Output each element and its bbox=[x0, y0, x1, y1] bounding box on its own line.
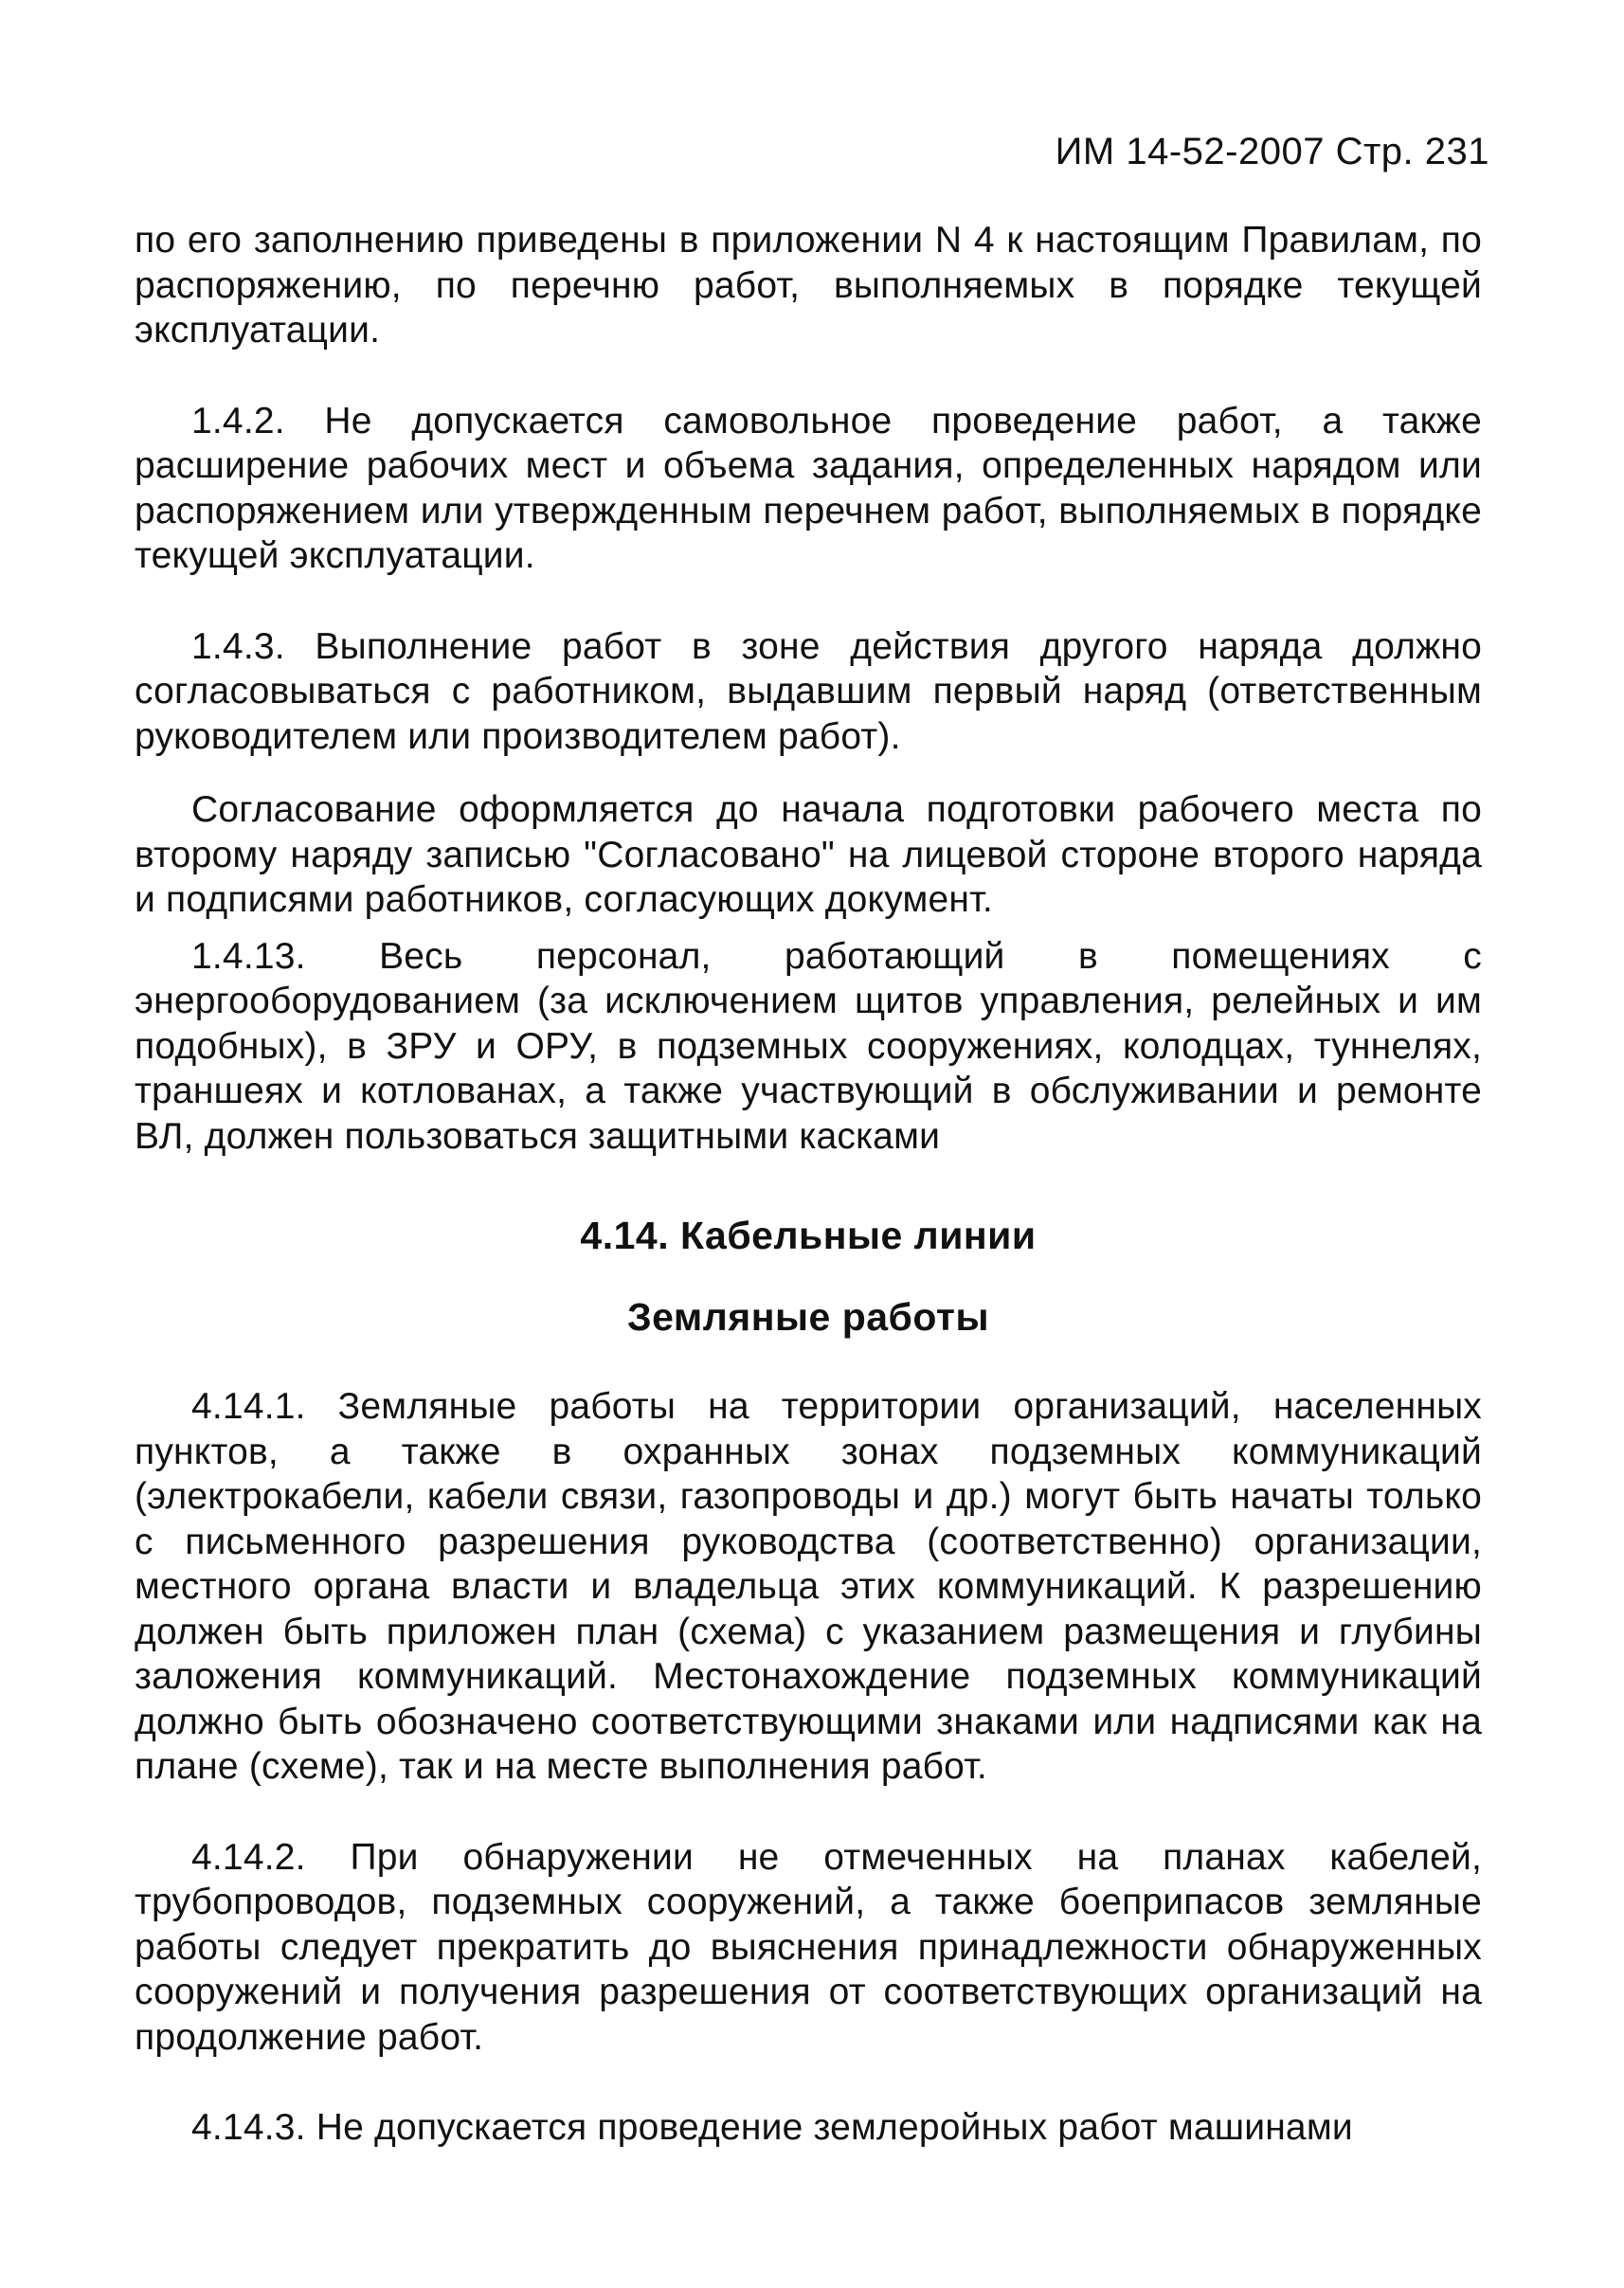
paragraph-4-14-2: 4.14.2. При обнаружении не отмеченных на планах кабелей, трубопроводов, подземных сооружений, а также боеприпасов земляные работы следует прекратить до выяснения принадлежности обнаруженных сооружений и получения разрешения от соответствующих организаций на продолжение работ. bbox=[135, 1836, 1482, 2058]
page-header: ИМ 14-52-2007 Стр. 231 bbox=[1055, 131, 1489, 172]
paragraph-4-14-1: 4.14.1. Земляные работы на территории организаций, населенных пунктов, а также в охранных зонах подземных коммуникаций (электрокабели, кабели связи, газопроводы и др.) могут быть начаты только с письменного разрешения руководства (соответственно) организации, местного органа власти и владельца этих коммуникаций. К разрешению должен быть приложен план (схема) с указанием размещения и глубины заложения коммуникаций. Местонахождение подземных коммуникаций должно быть обозначено соответствующими знаками или надписями как на плане (схеме), так и на месте выполнения работ. bbox=[135, 1386, 1482, 1787]
paragraph-1-4-13: 1.4.13. Весь персонал, работающий в помещениях с энергооборудованием (за исключением щитов управления, релейных и им подобных), в ЗРУ и ОРУ, в подземных сооружениях, колодцах, туннелях, траншеях и котлованах, а также участвующий в обслуживании и ремонте ВЛ, должен пользоваться защитными касками bbox=[135, 935, 1482, 1157]
paragraph-agreement: Согласование оформляется до начала подготовки рабочего места по второму наряду записью "Согласовано" на лицевой стороне второго наряда и подписями работников, согласующих документ. bbox=[135, 789, 1482, 920]
document-body bbox=[135, 218, 1482, 2151]
section-title: 4.14. Кабельные линии bbox=[580, 1214, 1037, 1257]
paragraph-4-14-3: 4.14.3. Не допускается проведение землеройных работ машинами bbox=[191, 2107, 1353, 2148]
section-subtitle: Земляные работы bbox=[626, 1295, 989, 1339]
paragraph-1-4-3: 1.4.3. Выполнение работ в зоне действия другого наряда должно согласовываться с работником, выдавшим первый наряд (ответственным руководителем или производителем работ). bbox=[135, 625, 1482, 757]
paragraph-1-4-2: 1.4.2. Не допускается самовольное проведение работ, а также расширение рабочих мест и объема задания, определенных нарядом или распоряжением или утвержденным перечнем работ, выполняемых в порядке текущей эксплуатации. bbox=[135, 400, 1482, 576]
paragraph-continued: по его заполнению приведены в приложении N 4 к настоящим Правилам, по распоряжению, по перечню работ, выполняемых в порядке текущей эксплуатации. bbox=[135, 220, 1482, 351]
